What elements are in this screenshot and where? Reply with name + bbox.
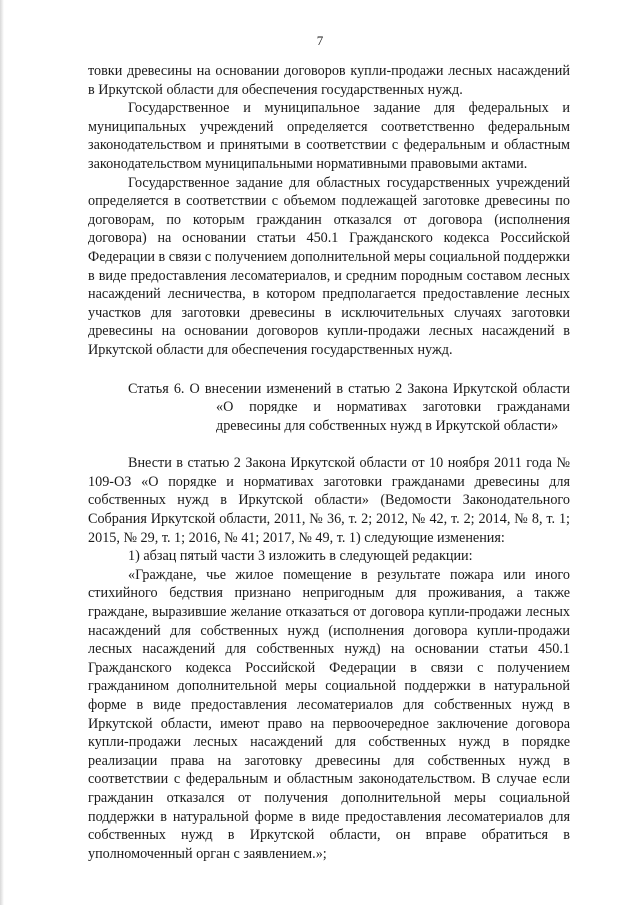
page-number: 7: [316, 33, 324, 48]
document-body: [88, 62, 570, 863]
paragraph-quoted-text: «Граждане, чье жилое помещение в результате пожара или иного стихийного бедствия признано непригодным для проживания, а также граждане, выразившие желание отказаться от договора купли-продажи лесных насаждений для собственных нужд (исполнения договора купли-продажи лесных насаждений для собственных нужд) на основании статьи 450.1 Гражданского кодекса Российской Федерации в связи с получением гражданином дополнительной меры социальной поддержки в натуральной форме в виде предоставления лесоматериалов для собственных нужд в Иркутской области, имеют право на первоочередное заключение договора купли-продажи лесных насаждений для собственных нужд в порядке реализации права на заготовку древесины для собственных нужд в соответствии с федеральным и областным законодательством. В случае если гражданин отказался от получения дополнительной меры социальной поддержки в натуральной форме в виде предоставления лесоматериалов для собственных нужд в Иркутской области, он вправе обратиться в уполномоченный орган с заявлением.»;: [88, 566, 570, 862]
paragraph-regional-task: Государственное задание для областных государственных учреждений определяется в соответствии с объемом подлежащей заготовке древесины по договорам, по которым гражданин отказался от договора (исполнения договора) на основании статьи 450.1 Гражданского кодекса Российской Федерации в связи с получением дополнительной меры социальной поддержки в виде предоставления лесоматериалов, и средним породным составом лесных насаждений лесничества, в котором предполагается предоставление лесных участков для заготовки древесины в исключительных случаях заготовки древесины на основании договоров купли-продажи лесных насаждений в Иркутской области для обеспечения государственных нужд.: [88, 174, 570, 358]
section-spacer: [88, 435, 570, 454]
article-6-heading: Статья 6. О внесении изменений в статью 2 Закона Иркутской области «О порядке и нормативах заготовки гражданами древесины для собственных нужд в Иркутской области»: [128, 380, 570, 434]
paragraph-continuation: товки древесины на основании договоров купли-продажи лесных насаждений в Иркутской области для обеспечения государственных нужд.: [88, 63, 570, 98]
paragraph-amendment-intro: Внести в статью 2 Закона Иркутской области от 10 ноября 2011 года № 109-ОЗ «О порядке и нормативах заготовки гражданами древесины для собственных нужд в Иркутской области» (Ведомости Законодательного Собрания Иркутской области, 2011, № 36, т. 2; 2012, № 42, т. 2; 2014, № 8, т. 1; 2015, № 29, т. 1; 2016, № 41; 2017, № 49, т. 1) следующие изменения:: [88, 455, 570, 546]
paragraph-municipal-task: Государственное и муниципальное задание для федеральных и муниципальных учреждений определяется соответственно федеральным законодательством и принятыми в соответствии с федеральным и областным законодательством муниципальными нормативными правовыми актами.: [88, 100, 570, 172]
paragraph-item-1: 1) абзац пятый части 3 изложить в следующей редакции:: [128, 548, 473, 565]
scan-edge-shadow: [0, 0, 4, 905]
